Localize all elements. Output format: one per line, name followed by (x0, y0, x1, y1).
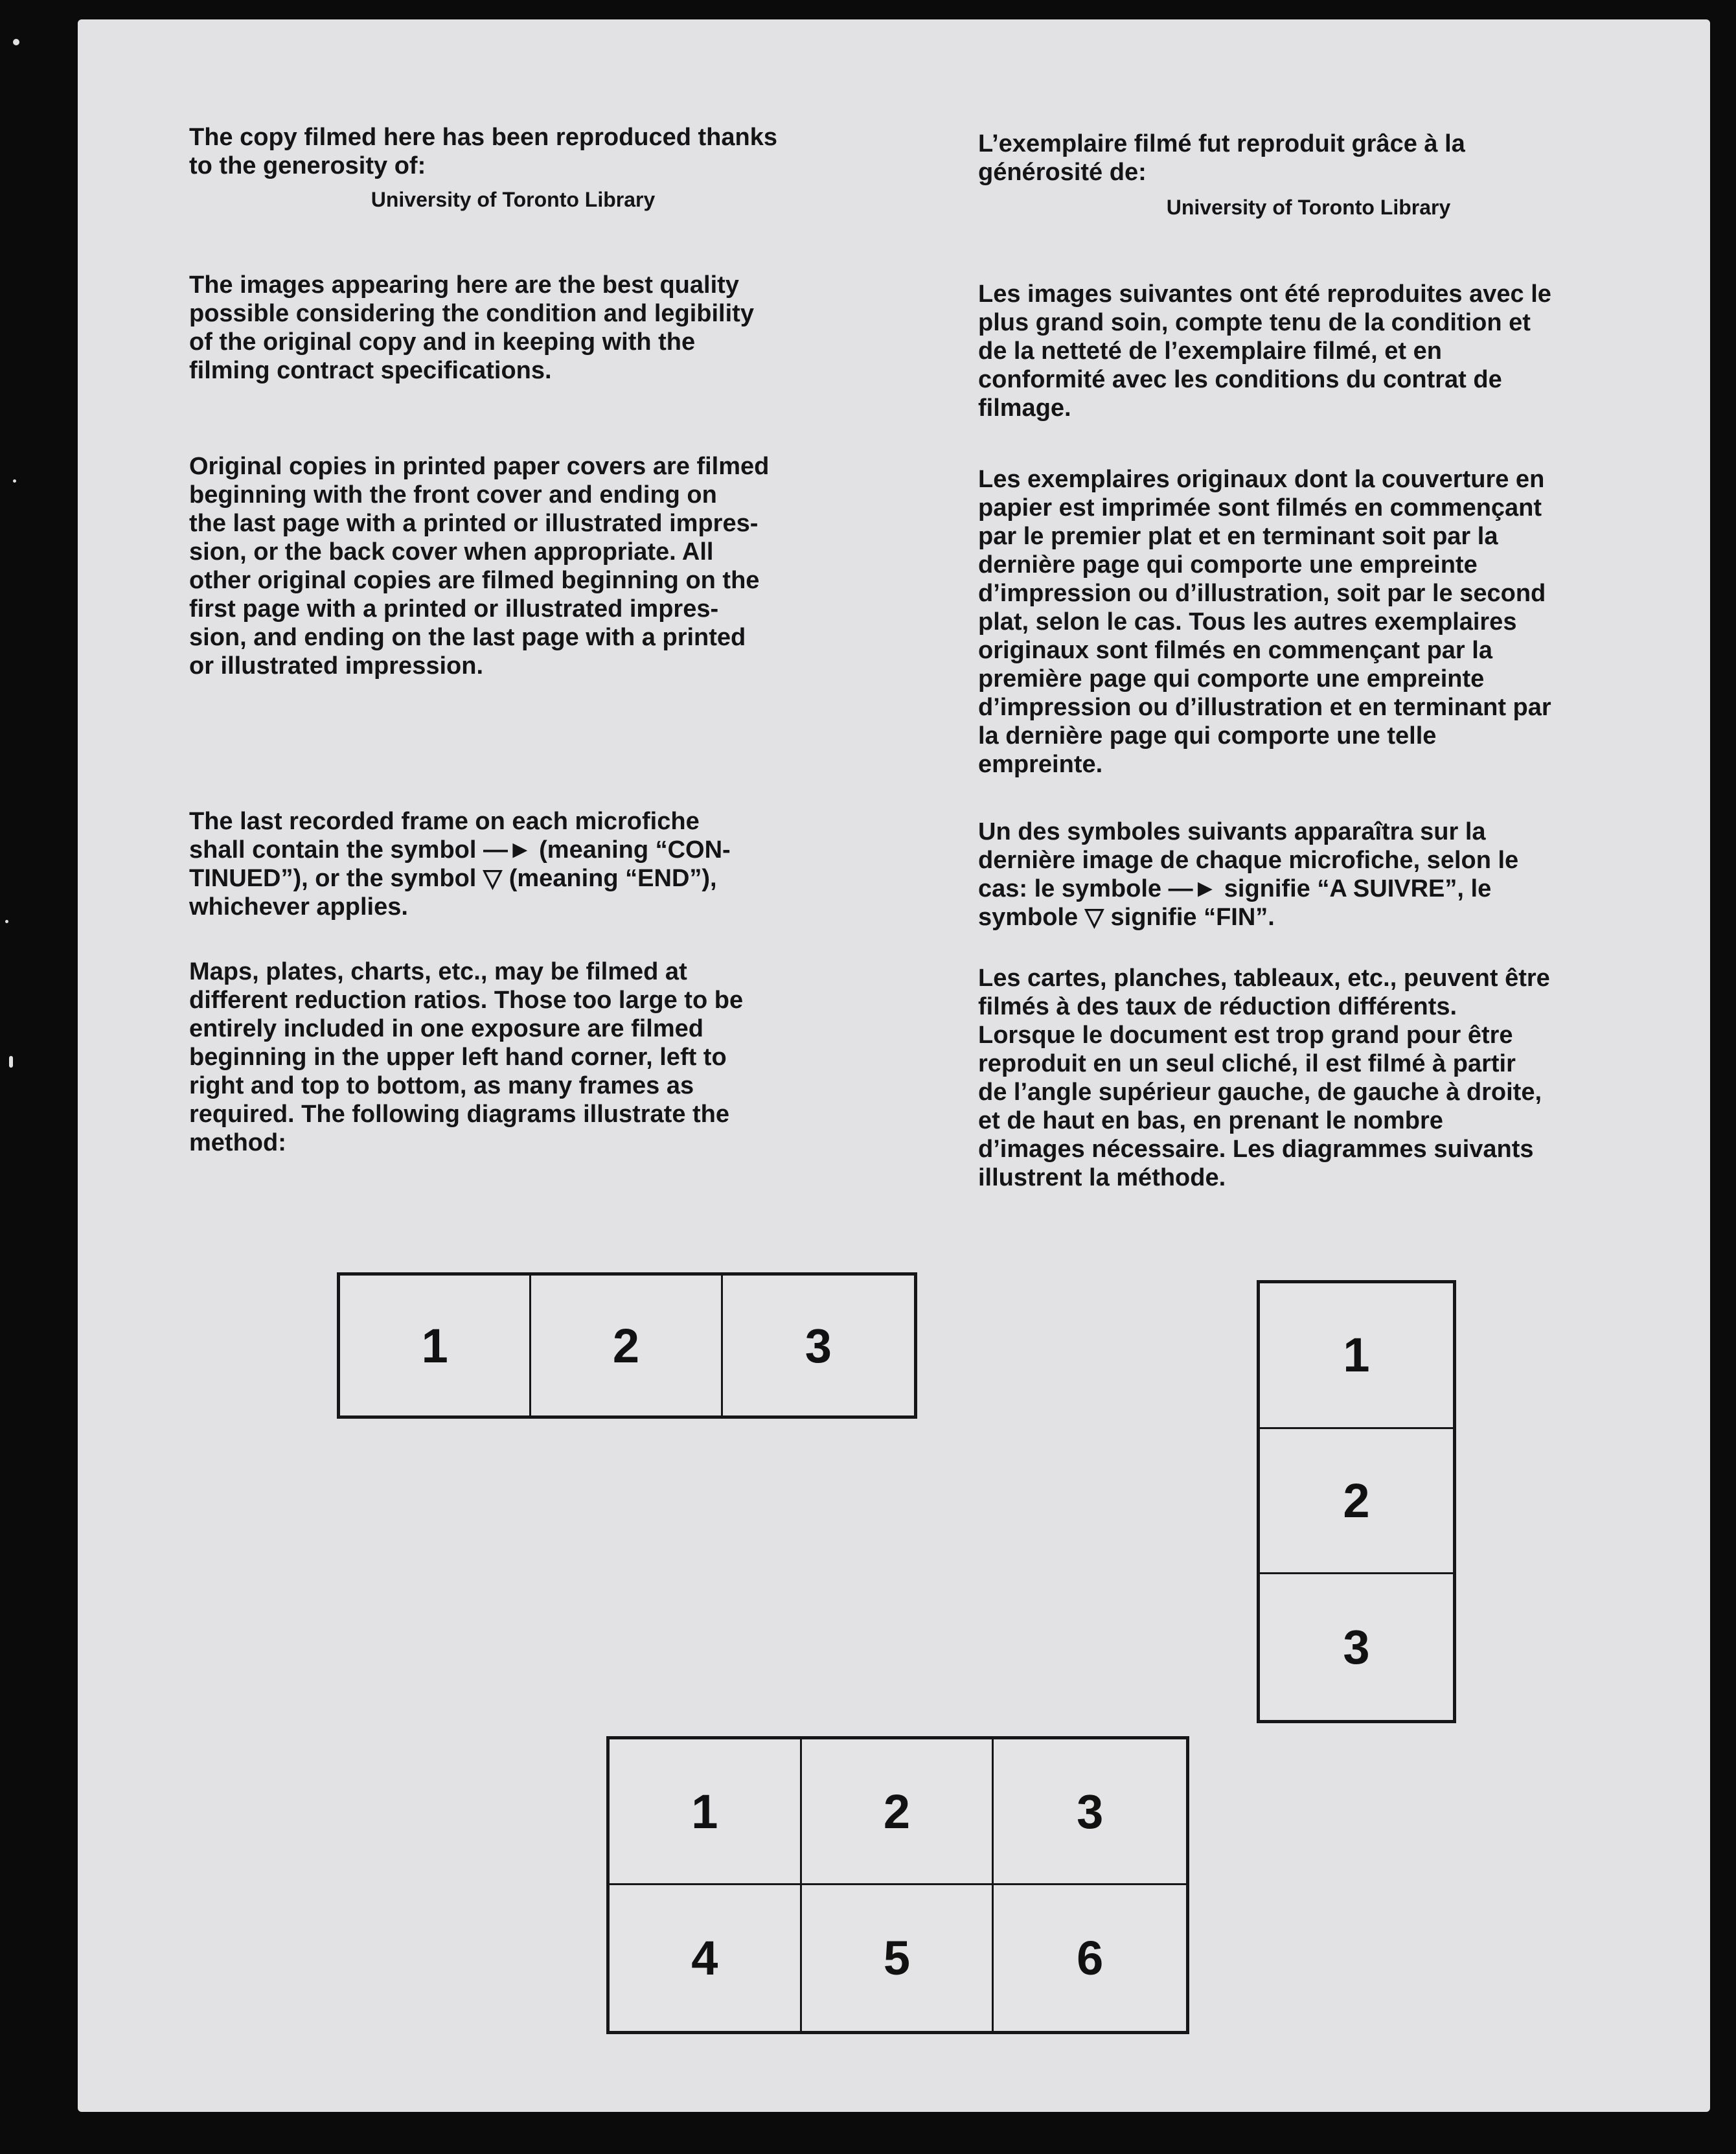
french-quality-paragraph: Les images suivantes ont été reproduites avec le plus grand soin, compte tenu de la condition et de la netteté de l’exemplaire filmé, et en conformité avec les conditions du contrat de filmage. (978, 281, 1551, 422)
frame-cell: 3 (1343, 1620, 1370, 1675)
french-library-name: University of Toronto Library (1166, 196, 1451, 219)
diagram-grid-six (606, 1736, 1189, 2034)
french-column (978, 130, 1639, 1192)
diagram-horizontal-three (337, 1272, 917, 1419)
frame-cell: 3 (805, 1318, 832, 1373)
english-intro: The copy filmed here has been reproduced thanks to the generosity of: (189, 124, 778, 179)
frame-cell: 2 (531, 1276, 722, 1415)
frame-cell: 1 (340, 1276, 531, 1415)
frame-cell: 1 (1260, 1283, 1453, 1429)
film-speck (9, 1056, 13, 1068)
english-originals-paragraph: Original copies in printed paper covers are filmed beginning with the front cover and ending on the last page with a printed or illustrated impres- sion, or the back cover when appropriate. All other original copies are filmed beginning on the first page with a printed or illustrated impres- sion, and ending on the last page with a printed or illustrated impression. (189, 453, 770, 680)
english-library-name: University of Toronto Library (371, 188, 656, 211)
english-quality-paragraph: The images appearing here are the best quality possible considering the condition and legibility of the original copy and in keeping with the filming contract specifications. (189, 271, 754, 384)
french-originals-paragraph: Les exemplaires originaux dont la couverture en papier est imprimée sont filmés en commençant par le premier plat et en terminant soit par la dernière page qui comporte une empreinte d’impression ou d’illustration, soit par le second plat, selon le cas. Tous les autres exemplaires originaux sont filmés en commençant par la première page qui comporte une empreinte d’impression ou d’illustration et en terminant par la dernière page qui comporte une telle empreinte. (978, 466, 1551, 778)
english-maps-paragraph: Maps, plates, charts, etc., may be filmed at different reduction ratios. Those too large to be entirely included in one exposure are filmed beginning in the upper left hand corner, left to right and top to bottom, as many frames as required. The following diagrams illustrate the method: (189, 958, 744, 1156)
frame-cell: 2 (802, 1739, 994, 1885)
french-maps-paragraph: Les cartes, planches, tableaux, etc., peuvent être filmés à des taux de réduction différents. Lorsque le document est trop grand pour être reproduit en un seul cliché, il est filmé à partir de l’angle supérieur gauche, de gauche à droite, et de haut en bas, en prenant le nombre d’images nécessaire. Les diagrammes suivants illustrent la méthode. (978, 965, 1550, 1191)
document-page (78, 19, 1710, 2112)
frame-cell: 3 (994, 1739, 1186, 1885)
frame-cell: 5 (802, 1885, 994, 2031)
frame-cell: 4 (610, 1885, 802, 2031)
english-symbols-paragraph: The last recorded frame on each microfiche shall contain the symbol —► (meaning “CON- TINUED”), or the symbol ▽ (meaning “END”), whichever applies. (189, 808, 731, 921)
frame-cell: 2 (1260, 1429, 1453, 1575)
frame-cell: 6 (1077, 1931, 1104, 1985)
film-speck (5, 920, 8, 923)
diagram-vertical-three (1257, 1280, 1456, 1723)
french-intro: L’exemplaire filmé fut reproduit grâce à la générosité de: (978, 130, 1465, 186)
english-column (189, 123, 837, 1157)
french-symbols-paragraph: Un des symboles suivants apparaîtra sur la dernière image de chaque microfiche, selon le cas: le symbole —► signifie “A SUIVRE”, le symbole ▽ signifie “FIN”. (978, 818, 1519, 931)
frame-cell: 1 (610, 1739, 802, 1885)
film-speck (13, 39, 19, 45)
film-speck (13, 479, 16, 483)
